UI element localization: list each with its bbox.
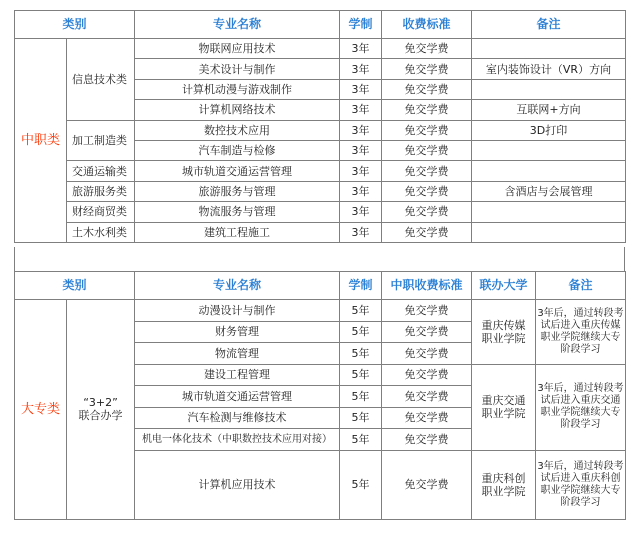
fee-cell: 免交学费	[382, 59, 472, 79]
note-cell	[472, 202, 626, 222]
major-cell: 汽车制造与检修	[135, 140, 340, 160]
fee-cell: 免交学费	[382, 140, 472, 160]
secondary-table	[14, 10, 626, 243]
group-name: 土木水利类	[67, 222, 135, 242]
years-cell: 3年	[340, 222, 382, 242]
fee-cell: 免交学费	[382, 181, 472, 201]
major-cell: 物流服务与管理	[135, 202, 340, 222]
fee-cell: 免交学费	[382, 407, 472, 429]
header-university: 联办大学	[472, 272, 536, 300]
years-cell: 3年	[340, 79, 382, 99]
years-cell: 5年	[340, 321, 382, 343]
group-name: 交通运输类	[67, 161, 135, 181]
fee-cell: 免交学费	[382, 120, 472, 140]
years-cell: 3年	[340, 181, 382, 201]
years-cell: 5年	[340, 300, 382, 322]
major-cell: 旅游服务与管理	[135, 181, 340, 201]
fee-cell: 免交学费	[382, 450, 472, 519]
group-name: 加工制造类	[67, 120, 135, 161]
fee-cell: 免交学费	[382, 343, 472, 365]
table-row	[15, 120, 626, 140]
category-secondary: 中职类	[15, 39, 67, 243]
header-category: 类别	[15, 272, 135, 300]
years-cell: 3年	[340, 140, 382, 160]
note-cell: 室内装饰设计（VR）方向	[472, 59, 626, 79]
note-cell	[472, 140, 626, 160]
group-name: 信息技术类	[67, 39, 135, 121]
fee-cell: 免交学费	[382, 222, 472, 242]
major-cell: 数控技术应用	[135, 120, 340, 140]
note-cell: 3年后，通过转段考试后进入重庆科创职业学院继续大专阶段学习	[536, 450, 626, 519]
fee-cell: 免交学费	[382, 161, 472, 181]
header-note: 备注	[472, 11, 626, 39]
note-cell: 3年后，通过转段考试后进入重庆交通职业学院继续大专阶段学习	[536, 364, 626, 450]
note-cell	[472, 222, 626, 242]
major-cell: 物流管理	[135, 343, 340, 365]
fee-cell: 免交学费	[382, 79, 472, 99]
major-cell: 建设工程管理	[135, 364, 340, 386]
note-cell: 互联网+方向	[472, 100, 626, 120]
table-row	[15, 161, 626, 181]
fee-cell: 免交学费	[382, 202, 472, 222]
years-cell: 3年	[340, 161, 382, 181]
years-cell: 3年	[340, 59, 382, 79]
major-cell: 美术设计与制作	[135, 59, 340, 79]
fee-cell: 免交学费	[382, 39, 472, 59]
college-table	[14, 271, 626, 520]
secondary-header-row	[15, 11, 626, 39]
years-cell: 3年	[340, 120, 382, 140]
header-years: 学制	[340, 11, 382, 39]
major-cell: 计算机网络技术	[135, 100, 340, 120]
fee-cell: 免交学费	[382, 300, 472, 322]
major-cell: 城市轨道交通运营管理	[135, 161, 340, 181]
years-cell: 3年	[340, 39, 382, 59]
fee-cell: 免交学费	[382, 429, 472, 451]
years-cell: 5年	[340, 386, 382, 408]
major-cell: 财务管理	[135, 321, 340, 343]
major-cell: 计算机动漫与游戏制作	[135, 79, 340, 99]
college-header-row	[15, 272, 626, 300]
years-cell: 3年	[340, 202, 382, 222]
fee-cell: 免交学费	[382, 321, 472, 343]
years-cell: 5年	[340, 450, 382, 519]
university-cell: 重庆科创 职业学院	[472, 450, 536, 519]
table-row	[15, 222, 626, 242]
fee-cell: 免交学费	[382, 364, 472, 386]
major-cell: 机电一体化技术（中职数控技术应用对接）	[135, 429, 340, 451]
major-cell: 城市轨道交通运营管理	[135, 386, 340, 408]
university-cell: 重庆交通 职业学院	[472, 364, 536, 450]
table-row	[15, 300, 626, 322]
table-row	[15, 39, 626, 59]
note-cell	[472, 161, 626, 181]
header-fee: 中职收费标准	[382, 272, 472, 300]
major-cell: 计算机应用技术	[135, 450, 340, 519]
note-cell: 3年后，通过转段考试后进入重庆传媒职业学院继续大专阶段学习	[536, 300, 626, 365]
table-row	[15, 181, 626, 201]
fee-cell: 免交学费	[382, 386, 472, 408]
major-cell: 汽车检测与维修技术	[135, 407, 340, 429]
header-major: 专业名称	[135, 11, 340, 39]
note-cell	[472, 39, 626, 59]
years-cell: 5年	[340, 429, 382, 451]
table-row	[15, 202, 626, 222]
group-name: 财经商贸类	[67, 202, 135, 222]
major-cell: 物联网应用技术	[135, 39, 340, 59]
years-cell: 5年	[340, 343, 382, 365]
category-college: 大专类	[15, 300, 67, 520]
header-years: 学制	[340, 272, 382, 300]
years-cell: 5年	[340, 364, 382, 386]
header-category: 类别	[15, 11, 135, 39]
years-cell: 5年	[340, 407, 382, 429]
major-cell: 动漫设计与制作	[135, 300, 340, 322]
fee-cell: 免交学费	[382, 100, 472, 120]
header-note: 备注	[536, 272, 626, 300]
note-cell: 3D打印	[472, 120, 626, 140]
years-cell: 3年	[340, 100, 382, 120]
note-cell: 含酒店与会展管理	[472, 181, 626, 201]
table-separator	[14, 247, 625, 271]
major-cell: 建筑工程施工	[135, 222, 340, 242]
program-name: “3+2” 联合办学	[67, 300, 135, 520]
header-major: 专业名称	[135, 272, 340, 300]
group-name: 旅游服务类	[67, 181, 135, 201]
university-cell: 重庆传媒 职业学院	[472, 300, 536, 365]
header-fee: 收费标准	[382, 11, 472, 39]
note-cell	[472, 79, 626, 99]
